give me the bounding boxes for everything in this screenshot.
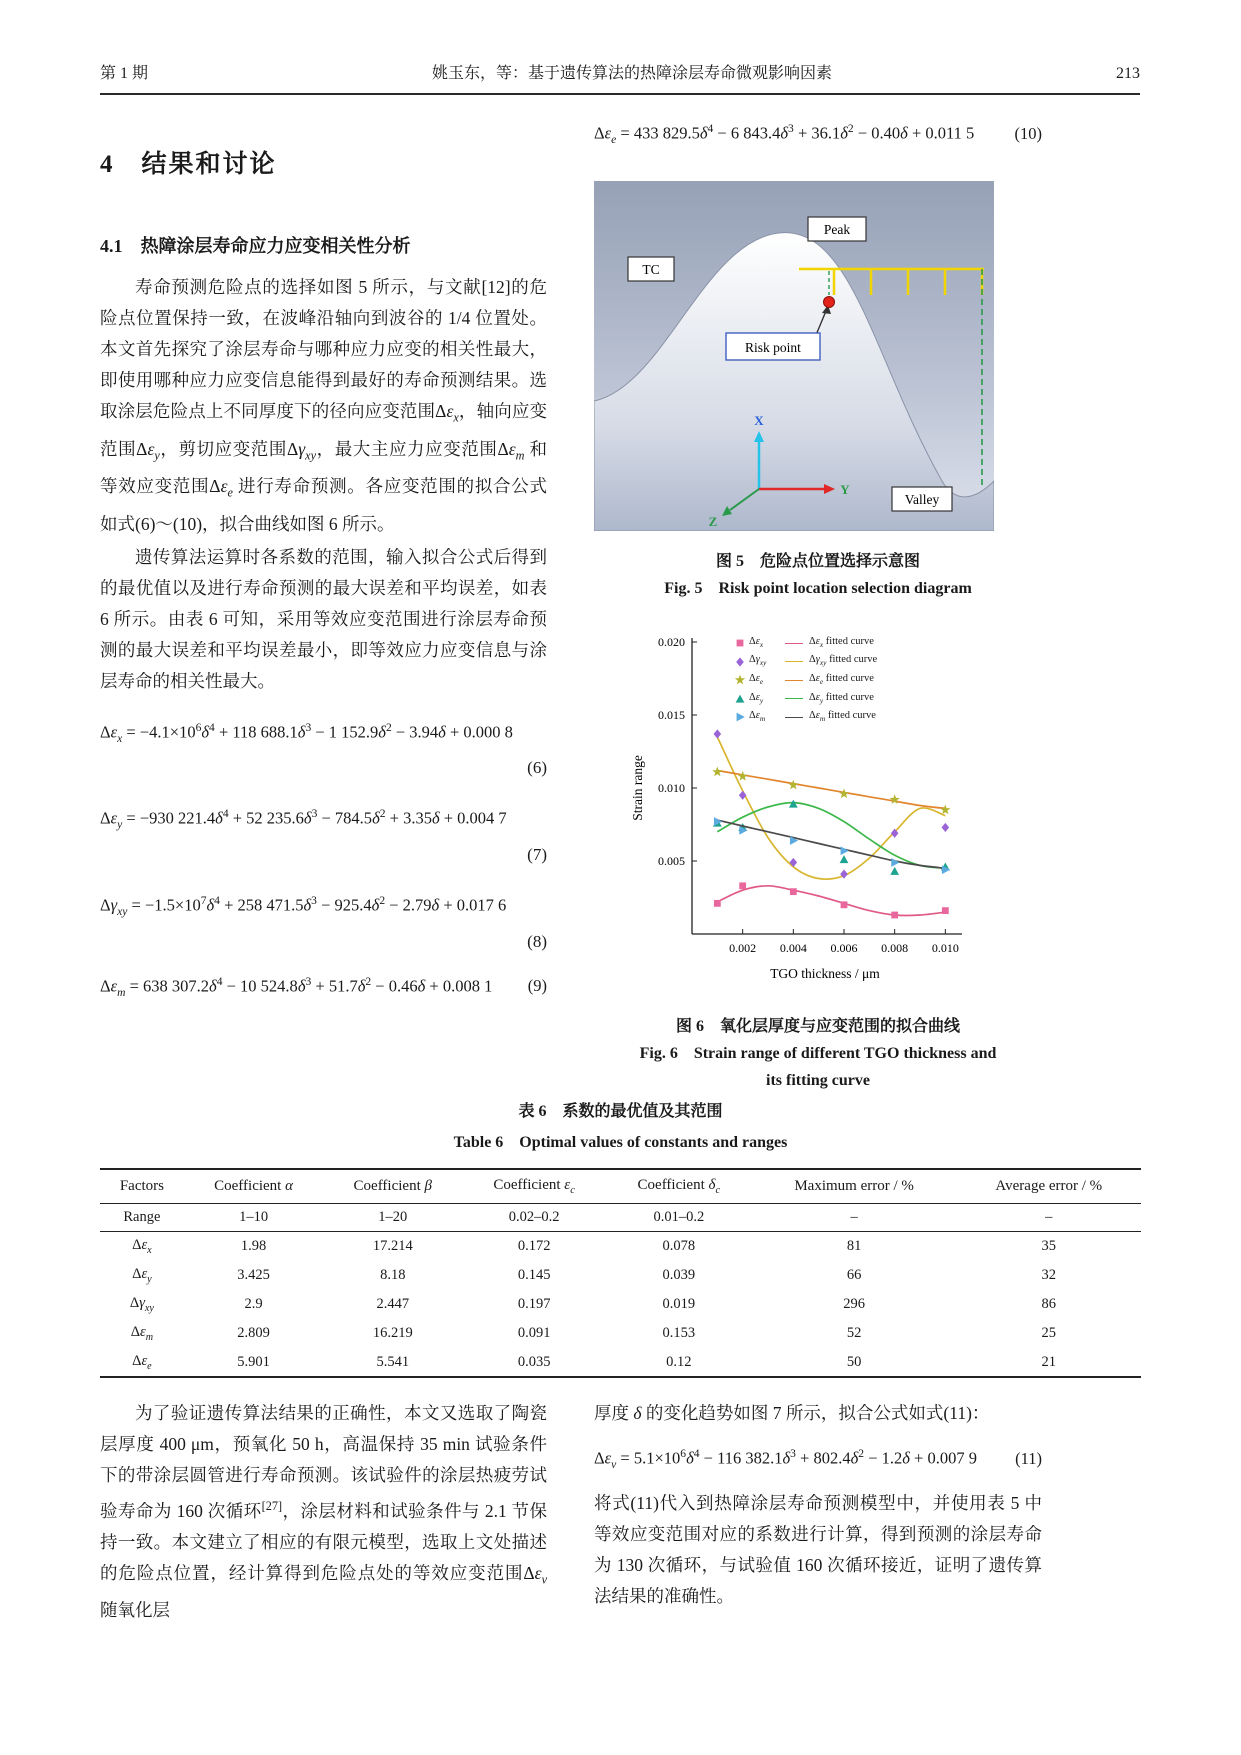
figure6-caption-zh: 图 6 氧化层厚度与应变范围的拟合曲线 bbox=[675, 1017, 960, 1035]
table-cell: 25 bbox=[1041, 1324, 1057, 1341]
table6-body bbox=[100, 1204, 1141, 1378]
table-cell: 17.214 bbox=[372, 1237, 413, 1254]
legend-item bbox=[734, 690, 877, 709]
row-label: $\Delta\gamma_{xy}$ bbox=[129, 1294, 154, 1314]
header-rule bbox=[100, 93, 1140, 95]
table-row bbox=[100, 1290, 1141, 1319]
chart-marker bbox=[942, 823, 950, 832]
figure5-caption-en: Fig. 5 Risk point location selection diagram bbox=[664, 579, 972, 597]
legend-line-swatch bbox=[785, 680, 803, 681]
chart-marker bbox=[839, 788, 849, 798]
legend-item bbox=[734, 708, 877, 727]
chart-marker bbox=[739, 790, 747, 799]
table-cell: 0.145 bbox=[517, 1266, 551, 1283]
legend-marker-icon bbox=[734, 711, 746, 723]
equation-8 bbox=[100, 886, 547, 957]
equation-8-body: $\Delta\gamma_{xy} = -1.5\times 10^7\delta^4 + 258$ $471.5\delta^3 - 925.4\delta^2 - 2.79\delta + 0.017$ 6 bbox=[100, 895, 507, 918]
fitted-curve bbox=[717, 820, 945, 868]
journal-issue: 第 1 期 bbox=[100, 65, 149, 82]
chart-marker bbox=[942, 907, 949, 914]
table-row bbox=[100, 1348, 1141, 1378]
x-tick-label: 0.010 bbox=[931, 940, 959, 955]
chart-legend bbox=[734, 634, 877, 727]
legend-curve-label: $\Delta\varepsilon_y$ fitted curve bbox=[809, 691, 874, 705]
table6-caption-zh: 表 6 系数的最优值及其范围 bbox=[518, 1103, 723, 1120]
left-column bbox=[100, 118, 547, 1016]
running-title: 姚玉东，等：基于遗传算法的热障涂层寿命微观影响因素 bbox=[432, 65, 833, 82]
table-cell: – bbox=[850, 1209, 858, 1225]
table-cell: 2.9 bbox=[244, 1295, 263, 1312]
x-tick-label: 0.004 bbox=[779, 940, 807, 955]
table-cell: 3.425 bbox=[237, 1266, 270, 1283]
figure6-caption-en-line2: its fitting curve bbox=[766, 1071, 870, 1089]
bottom-paragraph-right-intro: 厚度 δ 的变化趋势如图 7 所示，拟合公式如式(11)： bbox=[594, 1403, 990, 1423]
table-cell: – bbox=[1045, 1209, 1053, 1225]
x-axis-title: TGO thickness / μm bbox=[770, 965, 880, 981]
table-cell: 21 bbox=[1041, 1353, 1057, 1370]
table-cell: 0.153 bbox=[662, 1324, 696, 1341]
chart-marker bbox=[790, 888, 797, 895]
table-cell: 1–20 bbox=[378, 1209, 408, 1225]
table-cell: 86 bbox=[1041, 1295, 1057, 1312]
fitted-curve bbox=[717, 886, 945, 916]
legend-curve-label: $\Delta\varepsilon_x$ fitted curve bbox=[809, 635, 874, 649]
table-cell: 0.12 bbox=[666, 1353, 692, 1370]
column-header: Coefficient β bbox=[353, 1178, 432, 1194]
equation-9-body: $\Delta\varepsilon_m = 638$ $307.2\delta^4 - 10$ $524.8\delta^3 + 51.7\delta^2 - 0.46\delta + 0.008$ 1 bbox=[100, 975, 493, 999]
fitted-curve bbox=[717, 770, 945, 808]
legend-item bbox=[734, 671, 877, 690]
legend-marker-icon bbox=[734, 656, 746, 668]
table-cell: 35 bbox=[1041, 1237, 1057, 1254]
table-cell: 52 bbox=[846, 1324, 862, 1341]
equation-7-number: (7) bbox=[527, 845, 547, 865]
table-cell: 8.18 bbox=[380, 1266, 406, 1283]
chart-marker bbox=[736, 694, 745, 702]
equation-10-number: (10) bbox=[1014, 123, 1042, 143]
tc-label: TC bbox=[642, 261, 660, 277]
equation-9 bbox=[100, 967, 547, 1008]
chart-marker bbox=[736, 657, 744, 666]
x-tick-label: 0.008 bbox=[881, 940, 909, 955]
chart-marker bbox=[739, 882, 746, 889]
table6 bbox=[100, 1168, 1141, 1378]
table-row bbox=[100, 1232, 1141, 1261]
section-heading-4: 4 结果和讨论 bbox=[100, 151, 277, 178]
legend-marker-icon bbox=[734, 637, 746, 649]
legend-curve-label: $\Delta\varepsilon_m$ fitted curve bbox=[809, 710, 876, 724]
x-tick-label: 0.002 bbox=[729, 940, 757, 955]
chart-marker bbox=[891, 858, 899, 867]
y-tick-label: 0.020 bbox=[658, 634, 685, 649]
table-cell: 2.447 bbox=[376, 1295, 410, 1312]
page-header bbox=[100, 60, 1140, 83]
peak-label: Peak bbox=[823, 221, 851, 237]
figure5 bbox=[594, 181, 1042, 536]
chart-marker bbox=[738, 771, 748, 781]
chart-marker bbox=[788, 779, 798, 789]
paragraph-1: 寿命预测危险点的选择如图 5 所示，与文献[12]的危险点位置保持一致，在波峰沿轴向到波谷的 1/4 位置处。本文首先探究了涂层寿命与哪种应力应变的相关性最大，即使用哪种应力应变信息能得到最好的寿命预测结果。选取涂层危险点上不同厚度下的径向应变范围$\Delta\varepsilon_x$，轴向应变范围$\Delta\varepsilon_y$，剪切应变范围$\Delta\gamma_{xy}$，最大主应力应变范围$\Delta\varepsilon_m$ 和等效应变范围$\Delta\varepsilon_e$ 进行寿命预测。各应变范围的拟合公式如式(6)～(10)，拟合曲线如图 6 所示。 bbox=[100, 277, 547, 534]
column-header: Coefficient α bbox=[214, 1178, 293, 1194]
chart-marker bbox=[841, 846, 849, 855]
column-header: Maximum error / % bbox=[794, 1178, 914, 1194]
paragraph-2: 遗传算法运算时各系数的范围，输入拟合公式后得到的最优值以及进行寿命预测的最大误差和平均误差，如表 6 所示。由表 6 可知，采用等效应变范围进行涂层寿命预测的最大误差和平均误差最小，即等效应力应变信息与涂层寿命的相关性最大。 bbox=[100, 546, 547, 691]
column-header: Average error / % bbox=[995, 1178, 1103, 1194]
risk-point-label: Risk point bbox=[745, 339, 801, 355]
fitted-curve bbox=[717, 737, 945, 879]
chart-marker bbox=[841, 901, 848, 908]
equation-7-body: $\Delta\varepsilon_y = -930$ $221.4\delta^4 + 52$ $235.6\delta^3 - 784.5\delta^2 + 3.35\delta + 0.004$ 7 bbox=[100, 808, 507, 832]
chart-marker bbox=[891, 911, 898, 918]
table-cell: 32 bbox=[1041, 1266, 1057, 1283]
table-row bbox=[100, 1204, 1141, 1232]
equation-10-body: $\Delta\varepsilon_e = 433$ $829.5\delta^4 - 6$ $843.4\delta^3 + 36.1\delta^2 - 0.40\delta + 0.011$ 5 bbox=[594, 123, 975, 146]
equation-7 bbox=[100, 799, 547, 870]
figure5-schematic bbox=[594, 181, 994, 531]
table-cell: 0.019 bbox=[662, 1295, 696, 1312]
column-header: Coefficient $\delta_c$ bbox=[637, 1177, 721, 1196]
table-cell: 0.02–0.2 bbox=[508, 1209, 560, 1225]
legend-line-swatch bbox=[785, 661, 803, 662]
column-header: Factors bbox=[119, 1178, 164, 1194]
table-cell: 2.809 bbox=[237, 1324, 270, 1341]
equation-11-body: $\Delta\varepsilon_v = 5.1\times 10^6\delta^4 - 116$ $382.1\delta^3 + 802.4\delta^2 - 1.2\delta + 0.007$ 9 bbox=[594, 1448, 977, 1471]
row-label: Range bbox=[123, 1209, 161, 1225]
legend-series-label: $\Delta\varepsilon_e$ bbox=[749, 672, 764, 687]
legend-item bbox=[734, 652, 877, 671]
axis-y-label: Y bbox=[840, 481, 850, 497]
table-cell: 1–10 bbox=[239, 1209, 269, 1225]
y-axis-title: Strain range bbox=[630, 754, 645, 821]
table-cell: 0.197 bbox=[517, 1295, 551, 1312]
equation-6 bbox=[100, 713, 547, 784]
figure6-chart bbox=[628, 628, 968, 1001]
legend-item bbox=[734, 634, 877, 653]
table-row bbox=[100, 1261, 1141, 1290]
row-label: $\Delta\varepsilon_x$ bbox=[132, 1237, 152, 1256]
table-cell: 0.035 bbox=[517, 1353, 551, 1370]
table6-section bbox=[100, 1098, 1141, 1378]
table-cell: 66 bbox=[846, 1266, 862, 1283]
table-cell: 0.091 bbox=[517, 1324, 551, 1341]
legend-series-label: $\Delta\gamma_{xy}$ bbox=[749, 654, 767, 668]
legend-line-swatch bbox=[785, 698, 803, 699]
legend-series-label: $\Delta\varepsilon_m$ bbox=[749, 710, 766, 724]
table6-head bbox=[100, 1169, 1141, 1204]
table-cell: 81 bbox=[846, 1237, 862, 1254]
table-cell: 16.219 bbox=[372, 1324, 413, 1341]
chart-marker bbox=[940, 804, 950, 814]
risk-point-dot bbox=[824, 296, 835, 307]
chart-marker bbox=[737, 713, 745, 722]
table-cell: 296 bbox=[843, 1295, 865, 1312]
row-label: $\Delta\varepsilon_e$ bbox=[132, 1352, 152, 1372]
bottom-left-column bbox=[100, 1398, 547, 1628]
y-tick-label: 0.010 bbox=[658, 780, 685, 795]
x-tick-label: 0.006 bbox=[830, 940, 858, 955]
bottom-paragraph-left: 为了验证遗传算法结果的正确性，本文又选取了陶瓷层厚度 400 μm，预氧化 50 h，高温保持 35 min 试验条件下的带涂层圆管进行寿命预测。该试验件的涂层热疲劳试验寿命为 160 次循环[27]，涂层材料和试验条件与 2.1 节保持一致。本文建立了相应的有限元模型，选取上文处描述的危险点位置，经计算得到危险点处的等效应变范围$\Delta\varepsilon_v$ 随氧化层 bbox=[100, 1403, 548, 1621]
equation-6-body: $\Delta\varepsilon_x = -4.1\times 10^6\delta^4 + 118$ $688.1\delta^3 - 1$ $152.9\delta^2 - 3.94\delta + 0.000$ 8 bbox=[100, 721, 513, 745]
table-cell: 5.901 bbox=[237, 1353, 270, 1370]
table-row bbox=[100, 1319, 1141, 1348]
table-cell: 0.078 bbox=[662, 1237, 696, 1254]
chart-marker bbox=[890, 867, 899, 875]
chart-marker bbox=[712, 766, 722, 776]
table-header-row bbox=[100, 1169, 1141, 1204]
row-label: $\Delta\varepsilon_y$ bbox=[132, 1265, 152, 1285]
equation-11 bbox=[594, 1439, 1042, 1480]
axis-z-label: Z bbox=[708, 513, 718, 529]
bottom-right-column bbox=[594, 1398, 1042, 1614]
chart-marker bbox=[789, 799, 798, 807]
table-cell: 5.541 bbox=[376, 1353, 410, 1370]
equation-6-number: (6) bbox=[527, 758, 547, 778]
table-cell: 50 bbox=[846, 1353, 862, 1370]
legend-curve-label: $\Delta\varepsilon_e$ fitted curve bbox=[809, 672, 874, 687]
valley-label: Valley bbox=[904, 491, 940, 507]
column-header: Coefficient $\varepsilon_c$ bbox=[493, 1177, 575, 1196]
equation-9-number: (9) bbox=[527, 976, 547, 996]
y-tick-label: 0.015 bbox=[658, 707, 685, 722]
legend-line-swatch bbox=[785, 717, 803, 718]
table-cell: 1.98 bbox=[240, 1237, 267, 1254]
y-tick-label: 0.005 bbox=[658, 853, 685, 868]
chart-marker bbox=[714, 900, 721, 907]
equation-10 bbox=[594, 114, 1042, 155]
table-cell: 0.172 bbox=[517, 1237, 551, 1254]
bottom-paragraph-right-body: 将式(11)代入到热障涂层寿命预测模型中，并使用表 5 中等效应变范围对应的系数进行计算，得到预测的涂层寿命为 130 次循环，与试验值 160 次循环接近，证明了遗传算法结果的准确性。 bbox=[594, 1492, 1042, 1606]
chart-marker bbox=[840, 855, 849, 863]
subsection-heading-4-1: 4.1 热障涂层寿命应力应变相关性分析 bbox=[100, 236, 411, 256]
table6-caption-en: Table 6 Optimal values of constants and ranges bbox=[453, 1134, 788, 1151]
legend-series-label: $\Delta\varepsilon_y$ bbox=[749, 691, 764, 705]
figure5-caption-zh: 图 5 危险点位置选择示意图 bbox=[715, 552, 920, 570]
legend-line-swatch bbox=[785, 643, 803, 644]
figure6-caption-en-line1: Fig. 6 Strain range of different TGO thickness and bbox=[639, 1044, 997, 1062]
fitted-curve bbox=[717, 802, 945, 868]
table-cell: 0.01–0.2 bbox=[653, 1209, 705, 1225]
axis-x-label: X bbox=[754, 412, 764, 428]
chart-marker bbox=[735, 675, 745, 685]
legend-series-label: $\Delta\varepsilon_x$ bbox=[749, 635, 764, 649]
equation-11-number: (11) bbox=[1015, 1448, 1042, 1468]
legend-marker-icon bbox=[734, 693, 746, 705]
chart-marker bbox=[737, 640, 744, 647]
row-label: $\Delta\varepsilon_m$ bbox=[130, 1323, 154, 1343]
page-number: 213 bbox=[1116, 65, 1140, 82]
legend-curve-label: $\Delta\gamma_{xy}$ fitted curve bbox=[809, 654, 878, 668]
legend-marker-icon bbox=[734, 674, 746, 686]
right-column bbox=[594, 104, 1042, 1094]
equation-8-number: (8) bbox=[527, 931, 547, 951]
table-cell: 0.039 bbox=[662, 1266, 696, 1283]
chart-marker bbox=[714, 729, 722, 738]
